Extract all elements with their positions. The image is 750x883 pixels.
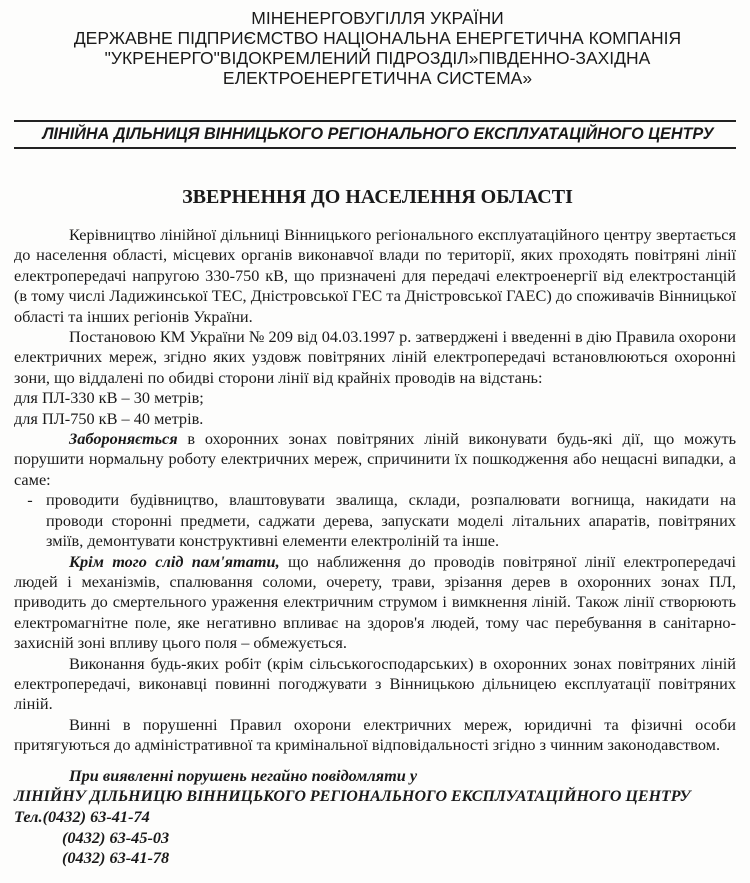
document-title: ЗВЕРНЕННЯ ДО НАСЕЛЕННЯ ОБЛАСТІ — [182, 186, 573, 208]
prohibited-text: в охоронних зонах повітряних ліній виконувати будь-які дії, що можуть порушити нормальну роботу електричних мереж, спричинити їх пошкодження або нещасні випадки, а саме: — [14, 429, 736, 489]
report-instruction: При виявленні порушень негайно повідомляти у — [69, 766, 418, 785]
paragraph-intro: Керівництво лінійної дільниці Вінницького регіонального експлуатаційного центру звертається до населення області, місцевих органів виконавчої влади по території, яких проходять повітряні лінії електропередачі напругою 330-750 кВ, що призначені для передачі електроенергії від електростанцій (в тому числі Ладижинської ТЕС, Дністровської ГЕС та Дністровської ГАЕС) до споживачів Вінницької області та інших регіонів України. — [14, 225, 736, 326]
distance-330kv: для ПЛ-330 кВ – 30 метрів; — [14, 388, 204, 408]
remember-emphasis: Крім того слід пам'ятати, — [69, 551, 280, 571]
document-body — [14, 225, 736, 756]
unit-name: ЛІНІЙНА ДІЛЬНИЦЯ ВІННИЦЬКОГО РЕГІОНАЛЬНОГО ЕКСПЛУАТАЦІЙНОГО ЦЕНТРУ — [42, 125, 714, 143]
phone-number-3: (0432) 63-41-78 — [62, 848, 170, 867]
phone-number-1: Тел.(0432) 63-41-74 — [14, 807, 150, 826]
bullet-dash: - — [27, 490, 33, 510]
remember-text: що наближення до проводів повітряної лінії електропередачі людей і механізмів, спалювання соломи, очерету, трави, зрізання дерев в охоронних зонах ПЛ, приводить до смертельного ураження електричним струмом і вимкнення ліній. Також лінії створюють електромагнітне поле, яке негативно впливає на здоров'я людей, тому час перебування в санітарно-захисній зоні впливу цього поля – обмежується. — [14, 551, 736, 653]
prohibited-actions-text: проводити будівництво, влаштовувати звалища, склади, розпалювати вогнища, накидати на проводи сторонні предмети, саджати дерева, запускати моделі літальних апаратів, повітряних зміїв, демонтувати конструктивні елементи електроліній та інше. — [46, 490, 736, 551]
distance-list — [14, 388, 736, 429]
header-system: ЕЛЕКТРОЕНЕРГЕТИЧНА СИСТЕМА» — [222, 68, 533, 88]
header-division: "УКРЕНЕРГО"ВІДОКРЕМЛЕНИЙ ПІДРОЗДІЛ»ПІВДЕННО-ЗАХІДНА — [104, 48, 651, 68]
distance-750kv: для ПЛ-750 кВ – 40 метрів. — [14, 408, 204, 428]
header-divider-bottom — [14, 147, 736, 149]
prohibited-emphasis: Забороняється — [69, 429, 178, 449]
paragraph-prohibited — [14, 429, 736, 490]
header-ministry: МІНЕНЕРГОВУГІЛЛЯ УКРАЇНИ — [251, 8, 504, 28]
paragraph-regulation: Постановою КМ України № 209 від 04.03.1997 р. затверджені і введенні в дію Правила охорони електричних мереж, згідно яких уздовж повітряних ліній електропередачі встановлюються охоронні зони, що віддалені по обидві сторони лінії від крайніх проводів на відстань: — [14, 327, 736, 387]
phone-number-2: (0432) 63-45-03 — [62, 827, 170, 847]
report-recipient: ЛІНІЙНУ ДІЛЬНИЦЮ ВІННИЦЬКОГО РЕГІОНАЛЬНОГО ЕКСПЛУАТАЦІЙНОГО ЦЕНТРУ — [14, 787, 691, 805]
prohibited-actions-item — [14, 490, 736, 551]
header-enterprise: ДЕРЖАВНЕ ПІДПРИЄМСТВО НАЦІОНАЛЬНА ЕНЕРГЕТИЧНА КОМПАНІЯ — [73, 28, 682, 48]
paragraph-remember — [14, 552, 736, 654]
paragraph-coordination: Виконання будь-яких робіт (крім сільськогосподарських) в охоронних зонах повітряних ліній електропередачі, виконавці повинні погоджувати з Вінницькою дільницею експлуатації повітряних ліній. — [14, 653, 736, 714]
paragraph-liability: Винні в порушенні Правил охорони електричних мереж, юридичні та фізичні особи притягуються до адміністративної та кримінальної відповідальності згідно з чинним законодавством. — [14, 714, 736, 755]
contact-block — [14, 766, 736, 869]
document-header — [20, 8, 735, 88]
header-divider-top — [14, 120, 736, 122]
